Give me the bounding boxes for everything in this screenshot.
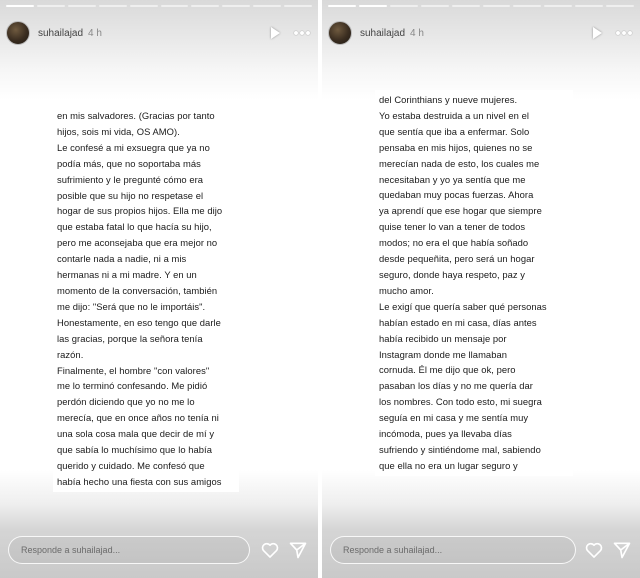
avatar[interactable] (6, 21, 30, 45)
story-text-line: los nombres. Con todo esto, mi suegra (379, 396, 542, 408)
progress-segment (253, 5, 281, 7)
progress-segment (575, 5, 603, 7)
story-text-line: perdón diciendo que yo no me lo (57, 396, 195, 408)
story-text-line: Le confesé a mi exsuegra que ya no (57, 141, 210, 153)
progress-segment (483, 5, 511, 7)
progress-segment (544, 5, 572, 7)
story-text-line: había recibido un mensaje por (379, 332, 507, 344)
story-text-line: habían estado en mi casa, días antes (379, 316, 537, 328)
avatar[interactable] (328, 21, 352, 45)
story-text-line: una sola cosa mala que decir de mí y (57, 428, 215, 440)
story-text-line: en mis salvadores. (Gracias por tanto (57, 110, 215, 121)
story-header (6, 18, 310, 48)
progress-segment (68, 5, 96, 7)
progress-segment (328, 5, 356, 7)
story-text-line: necesitaban y yo ya sentía que me (379, 173, 526, 185)
story-text-line: pasaban los días y no me quería dar (379, 380, 533, 392)
story-text-line: cornuda. Él me dijo que ok, pero (379, 364, 516, 376)
story-panel-left[interactable] (0, 0, 318, 578)
post-time: 4 h (410, 27, 424, 39)
progress-segment (99, 5, 127, 7)
story-text-line: Finalmente, el hombre "con valores" (57, 364, 210, 376)
story-progress-bar (6, 5, 312, 8)
story-text-line: Yo estaba destruida a un nivel en el (379, 109, 529, 121)
more-options-icon[interactable] (294, 31, 310, 35)
story-text-line: seguía en mi casa y me sentía muy (379, 412, 529, 424)
story-text-line: me lo terminó confesando. Me pidió (57, 380, 208, 392)
story-text-line: me dijo: "Será que no le importáis". (57, 300, 206, 312)
username[interactable]: suhailajad (360, 27, 406, 39)
reply-input[interactable] (21, 545, 249, 555)
progress-segment (513, 5, 541, 7)
story-text-line: quise tener lo van a tener de todos (379, 221, 526, 233)
reply-field[interactable] (330, 536, 576, 564)
story-text-line: quedaban muy pocas fuerzas. Ahora (379, 189, 534, 201)
story-text-line: razón. (57, 348, 84, 360)
story-text-line: que sentía que iba a enfermar. Solo (379, 125, 530, 137)
progress-segment (161, 5, 189, 7)
more-options-icon[interactable] (616, 31, 632, 35)
story-text-line: merecían nada de esto, los cuales me (379, 157, 540, 169)
story-text-line: podía más, que no soportaba más (57, 157, 201, 169)
progress-segment (452, 5, 480, 7)
progress-segment (421, 5, 449, 7)
story-text-line: ya aprendí que ese hogar que siempre (379, 205, 542, 217)
story-text-line: sufrimiento y le pregunté cómo era (57, 173, 204, 185)
story-text-line: mucho amor. (379, 284, 434, 296)
play-icon[interactable] (593, 27, 602, 39)
story-text-line: hogar de sus propios hijos. Ella me dijo (57, 205, 223, 217)
progress-segment (6, 5, 34, 7)
story-text-line: incómoda, pues ya llevaba días (379, 428, 512, 440)
progress-segment (390, 5, 418, 7)
story-text-line: pero me aconsejaba que era mejor no (57, 237, 218, 249)
story-text-line: hijos, sois mi vida, OS AMO). (57, 125, 180, 137)
story-text-line: Le exigí que quería saber qué personas (379, 300, 547, 312)
story-progress-bar (328, 5, 634, 8)
story-text-line: modos; no era el que había soñado (379, 237, 529, 249)
story-text-line: merecía, que en once años no tenía ni (57, 412, 219, 424)
story-text-line: había hecho una fiesta con sus amigos (57, 475, 222, 487)
story-text-line: pensaba en mis hijos, quienes no se (379, 141, 533, 153)
story-text-line: seguro, donde haya respeto, paz y (379, 268, 526, 280)
progress-segment (284, 5, 312, 7)
story-text-line: sufriendo y sintiéndome mal, sabiendo (379, 443, 541, 455)
heart-icon[interactable] (584, 540, 604, 560)
reply-input[interactable] (343, 545, 575, 555)
story-text-line: del Corinthians y nueve mujeres. (379, 94, 518, 105)
story-text-block (375, 90, 573, 476)
story-text-line: posible que su hijo no respetase el (57, 189, 204, 201)
progress-segment (606, 5, 634, 7)
send-icon[interactable] (612, 540, 632, 560)
story-text-line: Instagram donde me llamaban (379, 348, 507, 360)
story-text-line: que ella no era un lugar seguro y (379, 459, 518, 471)
heart-icon[interactable] (260, 540, 280, 560)
story-text-line: desde pequeñita, pero será un hogar (379, 253, 535, 265)
progress-segment (130, 5, 158, 7)
story-header (328, 18, 632, 48)
username[interactable]: suhailajad (38, 27, 84, 39)
progress-segment (37, 5, 65, 7)
play-icon[interactable] (271, 27, 280, 39)
progress-segment (222, 5, 250, 7)
reply-field[interactable] (8, 536, 250, 564)
story-text-line: las gracias, porque la señora tenía (57, 332, 203, 344)
story-text-line: que sabía lo muchísimo que lo había (57, 444, 212, 456)
story-text-line: momento de la conversación, también (57, 284, 218, 296)
send-icon[interactable] (288, 540, 308, 560)
story-text-block (53, 106, 239, 492)
story-panel-right[interactable] (322, 0, 640, 578)
progress-segment (191, 5, 219, 7)
story-text-line: hermanas ni a mi madre. Y en un (57, 269, 197, 281)
story-text-line: Honestamente, en eso tengo que darle (57, 316, 221, 328)
progress-segment (359, 5, 387, 7)
story-text-line: querido y cuidado. Me confesó que (57, 459, 205, 471)
story-text-line: contarle nada a nadie, ni a mis (57, 253, 187, 265)
story-text-line: que estaba fatal lo que hacía su hijo, (57, 221, 212, 233)
post-time: 4 h (88, 27, 102, 39)
